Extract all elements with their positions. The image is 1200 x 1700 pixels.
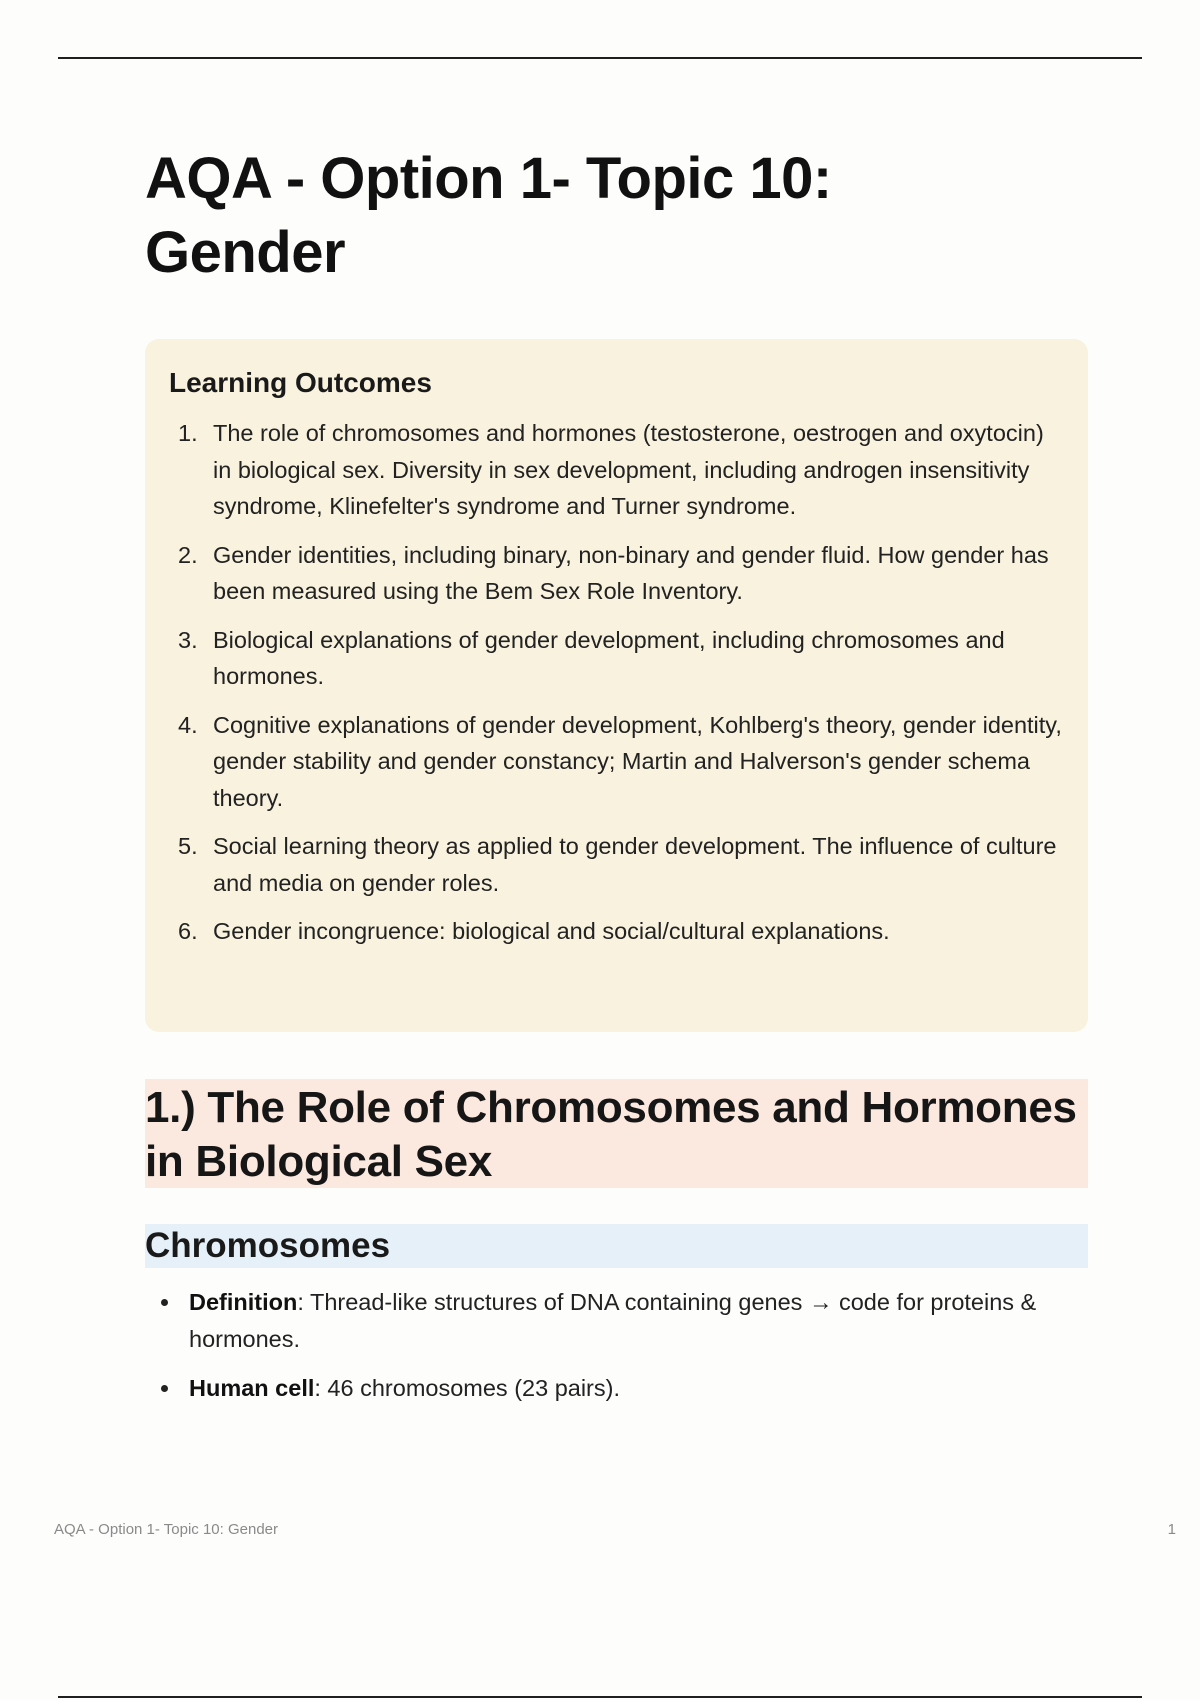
outcome-number: 3.: [178, 626, 198, 653]
outcome-text: Gender incongruence: biological and social/cultural explanations.: [213, 918, 890, 944]
page-number: 1: [1167, 1521, 1176, 1538]
learning-outcomes-callout: [145, 339, 1088, 1032]
section-heading-block: [145, 1079, 1088, 1188]
bullet-text: : 46 chromosomes (23 pairs).: [314, 1375, 620, 1401]
bottom-rule: [58, 1696, 1142, 1698]
bullet-item: [145, 1284, 1045, 1357]
bullet-icon: [161, 1385, 168, 1392]
subsection-heading: Chromosomes: [145, 1226, 391, 1265]
subsection-heading-block: [145, 1224, 1088, 1268]
document-title: AQA - Option 1- Topic 10: Gender: [145, 146, 832, 285]
outcome-item: [169, 622, 1066, 695]
learning-outcomes-heading: Learning Outcomes: [169, 367, 432, 398]
outcome-text: The role of chromosomes and hormones (testosterone, oestrogen and oxytocin) in biological sex. Diversity in sex development, including androgen insensitivity syndrome, Klinefelter's syndrome and Turner syndrome.: [213, 420, 1044, 519]
outcome-text: Cognitive explanations of gender development, Kohlberg's theory, gender identity, gender stability and gender constancy; Martin and Halverson's gender schema theory.: [213, 711, 1062, 811]
footer-title: AQA - Option 1- Topic 10: Gender: [54, 1521, 279, 1538]
outcome-text: Biological explanations of gender development, including chromosomes and hormones.: [213, 626, 1005, 689]
outcome-text: Social learning theory as applied to gender development. The influence of culture and media on gender roles.: [213, 833, 1057, 896]
section-heading: 1.) The Role of Chromosomes and Hormones in Biological Sex: [145, 1083, 1077, 1186]
outcome-number: 5.: [178, 833, 198, 859]
outcome-number: 6.: [178, 918, 198, 944]
bullet-item: [145, 1370, 1045, 1407]
bullet-icon: [161, 1299, 168, 1306]
bullet-term: Human cell: [189, 1375, 315, 1401]
learning-outcomes-list: [169, 415, 1066, 950]
top-rule: [58, 57, 1142, 59]
outcome-number: 2.: [178, 541, 198, 568]
bullet-term: Definition: [189, 1289, 298, 1315]
outcome-number: 1.: [178, 420, 198, 446]
outcome-text: Gender identities, including binary, non-binary and gender fluid. How gender has been measured using the Bem Sex Role Inventory.: [213, 541, 1049, 604]
chromosomes-bullet-list: [145, 1284, 1045, 1420]
outcome-item: [169, 415, 1066, 525]
outcome-item: [169, 537, 1066, 610]
outcome-item: [169, 828, 1066, 901]
outcome-number: 4.: [178, 711, 198, 738]
outcome-item: [169, 913, 1066, 950]
outcome-item: [169, 707, 1066, 817]
bullet-text: : Thread-like structures of DNA containing genes → code for proteins & hormones.: [189, 1289, 1037, 1352]
